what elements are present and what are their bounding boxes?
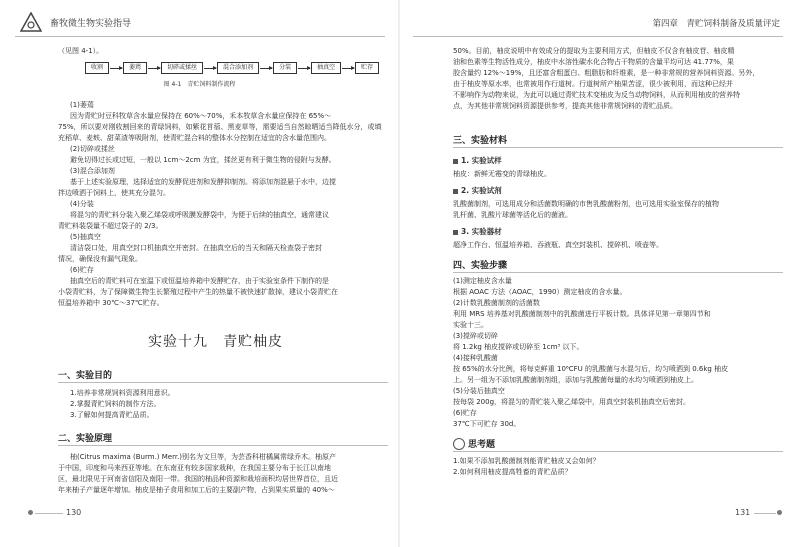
paragraph-line: 75%，所以要对刚收割回来的青绿饲料，如紫花苜蓿、黑麦草等，需要适当自然晾晒适当降低水分，或填 bbox=[58, 123, 382, 131]
paragraph-line: (1)萎蔫 bbox=[70, 101, 94, 109]
bullet-square-icon bbox=[453, 159, 458, 164]
left-header-title: 畜牧微生物实验指导 bbox=[50, 19, 132, 29]
paragraph-line: 由于柚皮等原水率，也常被用作行道树。行道树所产柚果苦涩，很少被利用，而这种已经并 bbox=[453, 80, 733, 88]
paragraph-line: (3)混合添加剂 bbox=[70, 167, 115, 175]
paragraph-line: 不影响作为动物来说，为此可以通过青贮技术变柚皮为反刍动物饲料，从而利用柚皮的营养特 bbox=[453, 91, 740, 99]
paragraph-line: 恒温培养箱中 30℃～37℃贮存。 bbox=[58, 299, 164, 307]
paragraph-line: 避免切得过长或过短，一般以 1cm～2cm 为宜，揉丝更有利于微生物的侵附与发酵。 bbox=[70, 156, 336, 164]
subheading-reagent: 2. 实验试剂 bbox=[453, 185, 502, 196]
flow-step: 萎蔫 bbox=[123, 62, 147, 74]
principle-line: 柚(Citrus maxima (Burm.) Merr.)别名为文旦等，为芸香科柑橘属常绿乔木。柚原产 bbox=[70, 453, 337, 461]
question-icon bbox=[453, 438, 465, 450]
bullet-square-icon bbox=[453, 189, 458, 194]
step-line: 按 65%的水分比例，将每克鲜重 10⁶CFU 的乳酸菌与水混匀后，均匀喷洒到 0.6kg 柚皮 bbox=[453, 365, 729, 373]
paragraph-line: (4)分装 bbox=[70, 200, 94, 208]
book-logo-icon bbox=[20, 12, 42, 32]
section-rule bbox=[453, 272, 783, 273]
paragraph-line: 50%。目前，柚皮说明中有效成分的提取为主要利用方式，但柚皮不仅含有柚皮苷、柚皮精 bbox=[453, 47, 735, 55]
flow-step: 收割 bbox=[85, 62, 109, 74]
sample-text: 柚皮：新鲜无霉变的青绿柚皮。 bbox=[453, 170, 551, 178]
left-page-header bbox=[0, 0, 399, 38]
flow-step: 贮存 bbox=[355, 62, 379, 74]
section-rule bbox=[58, 445, 388, 446]
bullet-square-icon bbox=[453, 230, 458, 235]
figure-caption: 图 4-1 青贮饲料制作流程 bbox=[163, 81, 236, 88]
question-item: 1.如果不添加乳酸菌制剂能青贮柚皮又会如何？ bbox=[453, 457, 600, 465]
section-rule bbox=[58, 382, 388, 383]
section-heading-questions: 思考题 bbox=[468, 440, 496, 450]
page-number-rule bbox=[35, 513, 63, 514]
section-heading-steps: 四、实验步骤 bbox=[453, 261, 508, 271]
paragraph-line: (2)切碎或揉丝 bbox=[70, 145, 115, 153]
step-line: 利用 MRS 培养基对乳酸菌制剂中的乳酸菌进行平板计数。具体详见第一章第四节和 bbox=[453, 310, 711, 318]
subheading-equipment: 3. 实验器材 bbox=[453, 226, 502, 237]
paragraph-line: (6)贮存 bbox=[70, 266, 94, 274]
process-flowchart bbox=[85, 62, 379, 74]
right-page-number: 131 bbox=[735, 508, 751, 517]
equipment-text: 超净工作台、恒温培养箱、吞液瓶、真空封装机、搅碎机、喷壶等。 bbox=[453, 241, 663, 249]
step-line: 37℃下可贮存 30d。 bbox=[453, 420, 521, 428]
reagent-line: 乳杆菌、乳酸片球菌等活化后的菌液。 bbox=[453, 211, 572, 219]
flow-arrow bbox=[298, 68, 310, 69]
purpose-item: 2.掌握青贮饲料的制作方法。 bbox=[70, 400, 161, 408]
step-line: 实验十三。 bbox=[453, 321, 488, 329]
step-line: (1)测定柚皮含水量 bbox=[453, 277, 512, 285]
step-line: (4)接种乳酸菌 bbox=[453, 354, 498, 362]
step-line: 上。另一组为不添加乳酸菌制剂组，添加与乳酸菌每量的水均匀喷洒到柚皮上。 bbox=[453, 376, 698, 384]
step-line: 将 1.2kg 柚皮搅碎或切碎至 1cm³ 以下。 bbox=[453, 343, 584, 351]
subheading-sample: 1. 实验试样 bbox=[453, 155, 502, 166]
purpose-item: 3.了解如何提高青贮品质。 bbox=[70, 411, 154, 419]
paragraph-line: 小袋青贮料，为了保障微生物生长繁殖过程中产生的热量不被快速扩散掉，建议小袋青贮在 bbox=[58, 288, 338, 296]
paragraph-line: 情况，确保没有漏气现象。 bbox=[58, 255, 142, 263]
flow-arrow bbox=[342, 68, 354, 69]
paragraph-line: 抽真空后的青贮料可在室温下或恒温培养箱中发酵贮存，由于实验室条件下制作的是 bbox=[70, 277, 329, 285]
principle-line: 年来柚子产量逐年增加。柚皮是柚子食用和加工后的主要副产物，占到果实质量的 40%～ bbox=[58, 486, 335, 494]
section-rule bbox=[453, 147, 783, 148]
flow-arrow bbox=[110, 68, 122, 69]
paragraph-line: 清洁袋口处，用真空封口机抽真空并密封。在抽真空后的当天和隔天检查袋子密封 bbox=[70, 244, 322, 252]
paragraph-line: 胶含量约 12%～19%，且还富含粗蛋白、粗脂肪和纤维素，是一种非常规的营养饲料资源。另外， bbox=[453, 69, 760, 77]
see-figure-text: （见图 4-1）。 bbox=[58, 47, 104, 55]
section-rule bbox=[453, 451, 783, 452]
paragraph-line: 将混匀的青贮料分装入聚乙烯袋或呼吸膜发酵袋中，为便于后续的抽真空，通常建议 bbox=[70, 211, 329, 219]
step-line: (3)搅碎或切碎 bbox=[453, 332, 498, 340]
page-number-dot bbox=[28, 510, 33, 515]
right-header-title: 第四章 青贮饲料制备及质量评定 bbox=[652, 19, 780, 29]
reagent-line: 乳酸菌制剂，可选用成分和活菌数明确的市售乳酸菌粉剂，也可选用实验室保存的植物 bbox=[453, 200, 719, 208]
step-line: (2)计数乳酸菌制剂的活菌数 bbox=[453, 299, 540, 307]
section-heading-purpose: 一、实验目的 bbox=[58, 371, 113, 381]
section-heading-principle: 二、实验原理 bbox=[58, 434, 113, 444]
flow-step: 分装 bbox=[273, 62, 297, 74]
right-header-rule bbox=[413, 36, 783, 37]
left-header-rule bbox=[15, 36, 385, 37]
step-line: 按每袋 200g，将混匀的青贮装入聚乙烯袋中，用真空封装机抽真空后密封。 bbox=[453, 398, 691, 406]
page-number-rule bbox=[754, 513, 776, 514]
paragraph-line: 青贮料装袋量不超过袋子的 2/3。 bbox=[58, 222, 163, 230]
left-page-number: 130 bbox=[66, 508, 82, 517]
flow-arrow bbox=[204, 68, 216, 69]
step-line: 根据 AOAC 方法（AOAC，1990）测定柚皮的含水量。 bbox=[453, 288, 627, 296]
flow-step: 切碎或揉丝 bbox=[161, 62, 203, 74]
paragraph-line: (5)抽真空 bbox=[70, 233, 101, 241]
experiment-title: 实验十九 青贮柚皮 bbox=[148, 334, 283, 350]
flow-arrow bbox=[260, 68, 272, 69]
step-line: (6)贮存 bbox=[453, 409, 477, 417]
page-number-dot bbox=[777, 510, 782, 515]
flow-step: 抽真空 bbox=[311, 62, 341, 74]
flow-arrow bbox=[148, 68, 160, 69]
right-page-header bbox=[399, 0, 798, 38]
paragraph-line: 因为青贮时豆科牧草含水量应保持在 60%～70%，禾本牧草含水量应保持在 65%～ bbox=[70, 112, 332, 120]
principle-line: 于中国，印度和马来西亚等地。在东南亚有较多国家栽种，在我国主要分布于长江以南地 bbox=[58, 464, 331, 472]
paragraph-line: 基于上述实验原理，选择适宜的发酵促进剂和发酵抑制剂。将添加剂混悬于水中，边搅 bbox=[70, 178, 336, 186]
flow-step: 混合添加剂 bbox=[217, 62, 259, 74]
question-item: 2.如何利用柚皮提高牲畜的青贮品质？ bbox=[453, 468, 572, 476]
purpose-item: 1.培养非常规饲料资源利用意识。 bbox=[70, 389, 175, 397]
principle-line: 区，最北限见于河南省信阳及南阳一带。我国的柚品种资源和栽培面积均居世界首位，且近 bbox=[58, 475, 338, 483]
section-heading-materials: 三、实验材料 bbox=[453, 136, 508, 146]
paragraph-line: 充稻草、麦麸、甜菜渣等吸附剂，使青贮混合料的整体水分控制在适宜的含水量范围内。 bbox=[58, 134, 331, 142]
step-line: (5)分装后抽真空 bbox=[453, 387, 505, 395]
paragraph-line: 油和色素等生物活性成分，柚皮中水溶性碳水化合物占干物质的含量平均可达 41.77%，果 bbox=[453, 58, 734, 66]
paragraph-line: 点，为其他非常规饲料资源提供参考，提高其他非常规饲料的青贮品质。 bbox=[453, 102, 677, 110]
paragraph-line: 拌边喷洒于饲料上，使其充分混匀。 bbox=[58, 189, 170, 197]
